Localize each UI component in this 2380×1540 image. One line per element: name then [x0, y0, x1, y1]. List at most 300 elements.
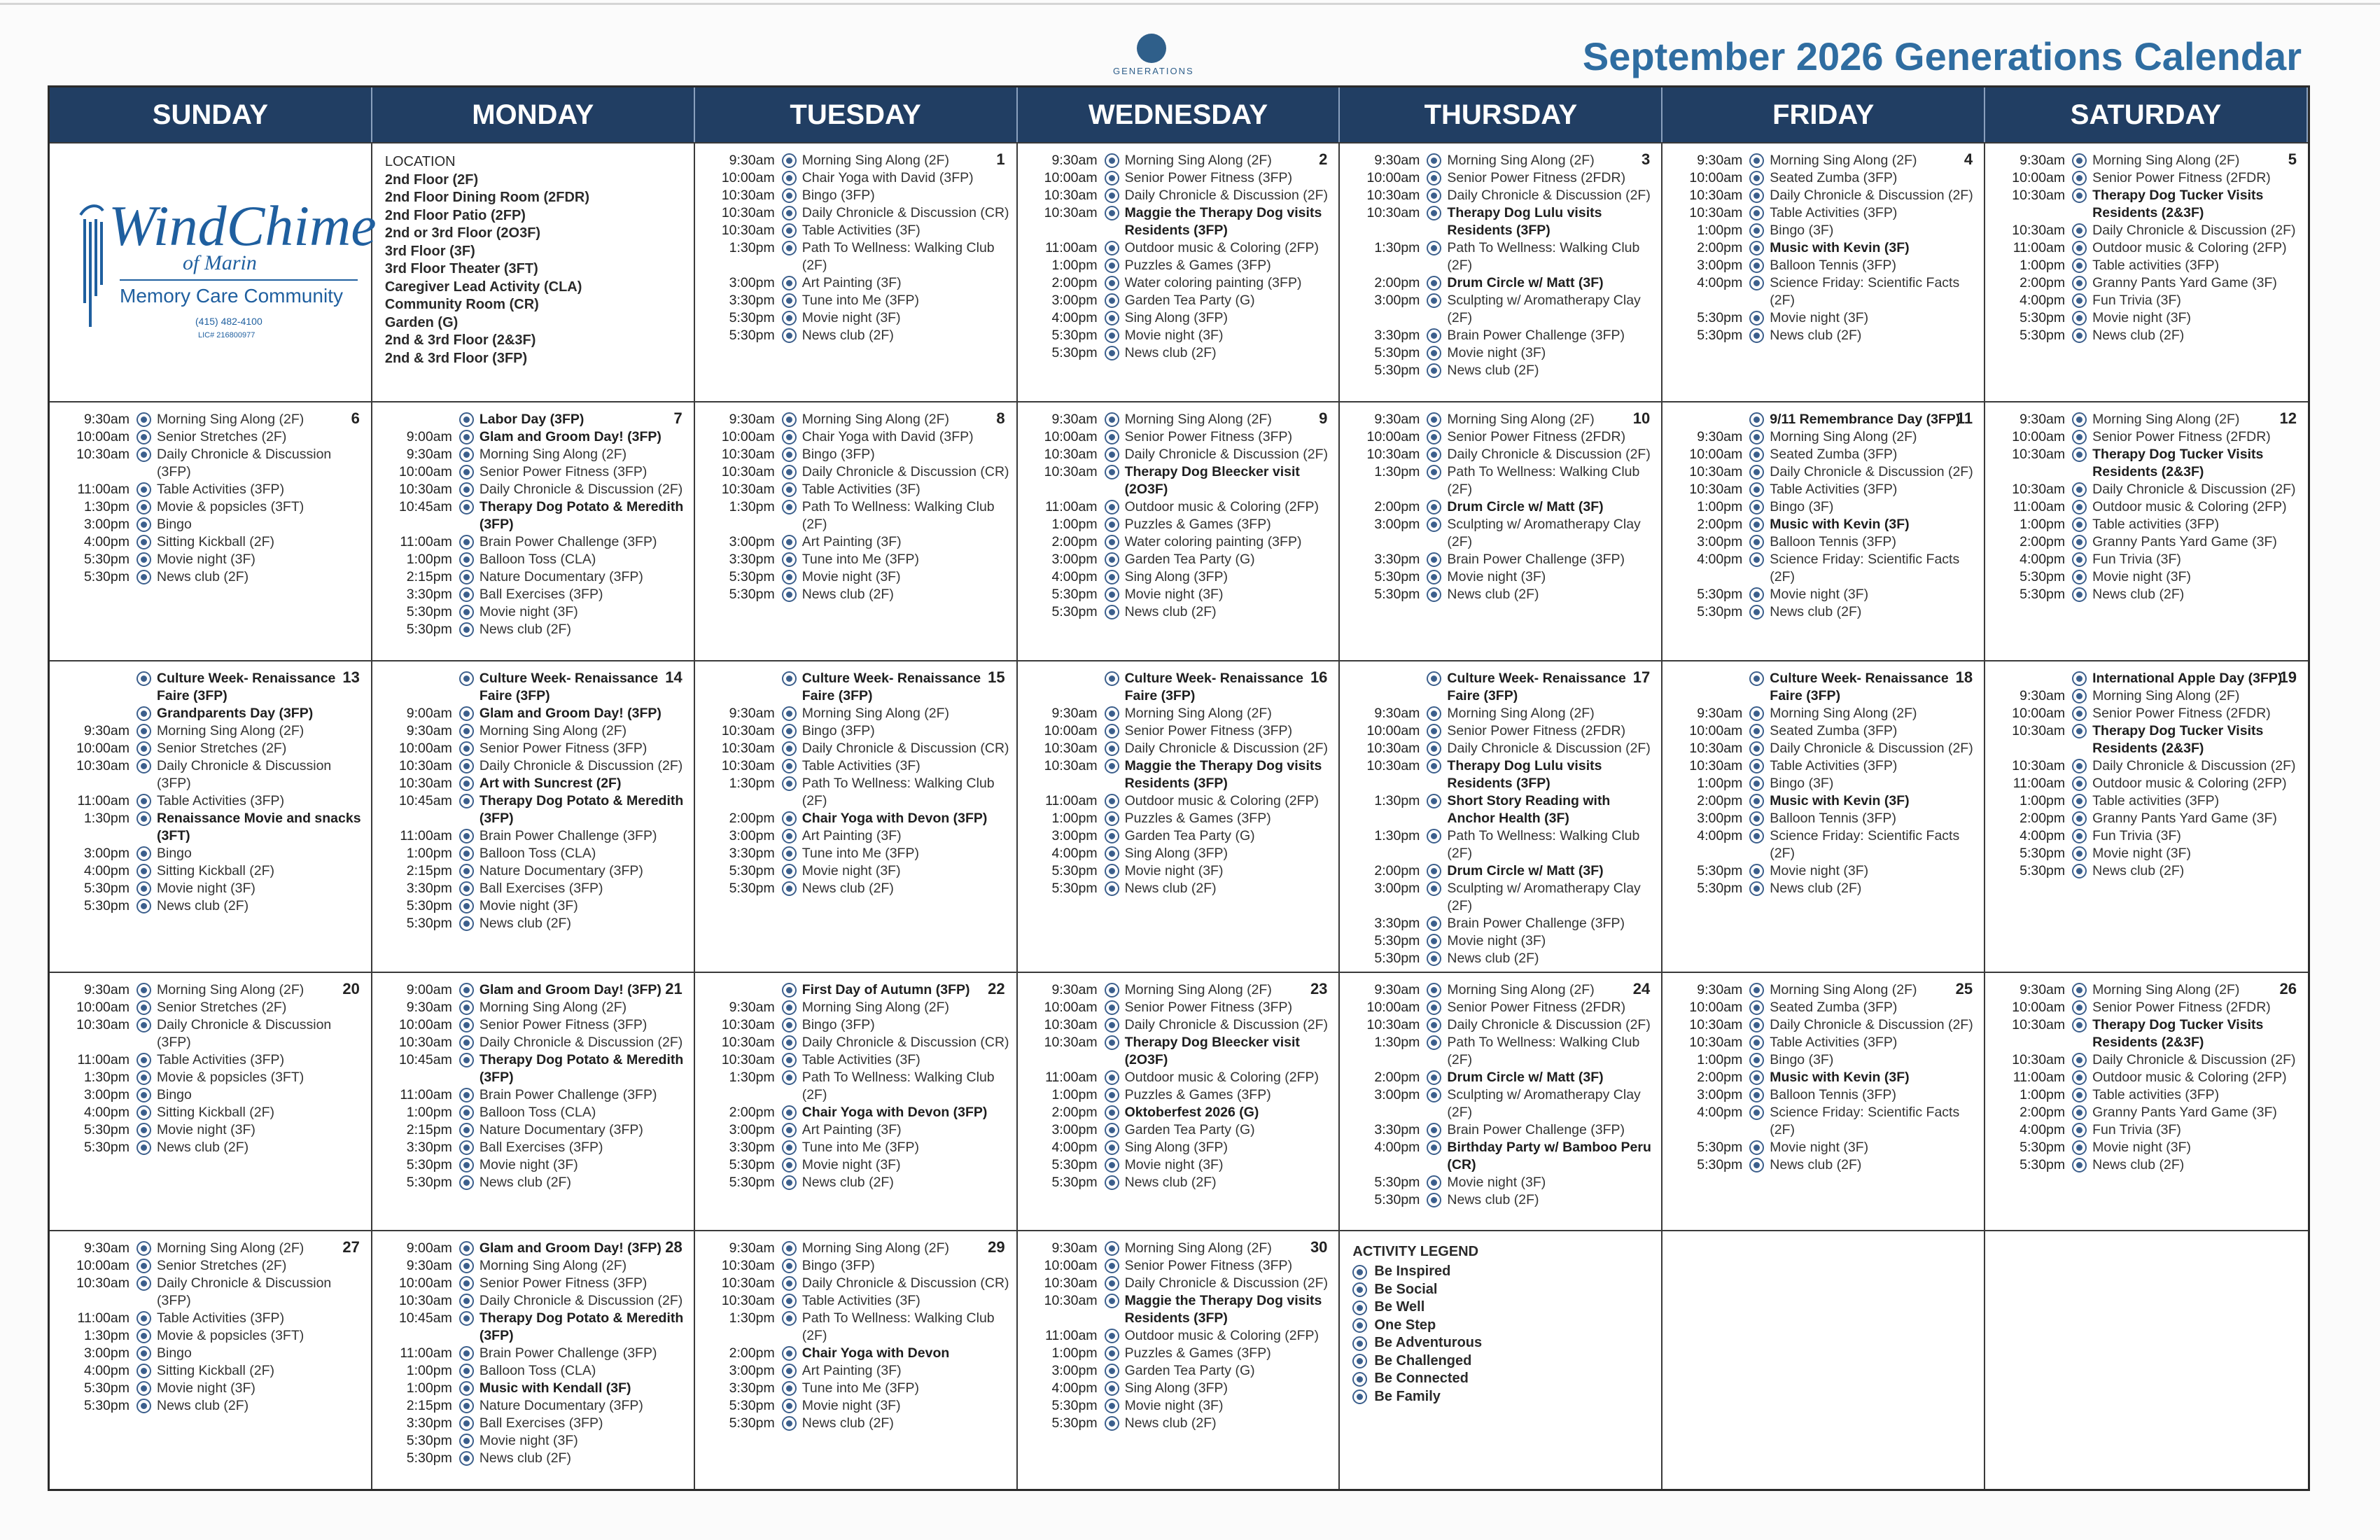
event-name: Table Activities (3FP)	[157, 792, 285, 808]
event-row	[57, 1345, 364, 1362]
event-row	[702, 862, 1009, 880]
cell-location	[372, 142, 695, 401]
activity-category-icon	[2072, 846, 2087, 861]
event-time: 11:00am	[77, 792, 130, 808]
event-name: Senior Stretches (2F)	[157, 740, 287, 756]
day-number: 25	[1955, 979, 1973, 997]
event-row	[379, 1257, 687, 1275]
activity-category-icon	[1105, 552, 1119, 567]
event-time: 2:00pm	[1051, 533, 1098, 550]
activity-category-icon	[2072, 1018, 2087, 1032]
event-name: Culture Week- Renaissance Faire (3FP)	[1770, 670, 1949, 704]
event-time: 10:45am	[398, 1051, 452, 1068]
event-row	[1670, 204, 1977, 222]
event-time: 10:00am	[76, 428, 130, 444]
activity-category-icon	[459, 671, 474, 686]
event-time: 3:00pm	[729, 1121, 775, 1138]
activity-category-icon	[459, 899, 474, 913]
activity-category-icon	[136, 983, 151, 997]
event-time: 5:30pm	[1374, 1191, 1420, 1208]
event-name: Garden Tea Party (G)	[1124, 551, 1255, 567]
event-name: News club (2F)	[1770, 603, 1862, 620]
day-number: 11	[1956, 409, 1973, 427]
event-time: 11:00am	[1045, 498, 1098, 514]
event-time: 1:30pm	[1374, 827, 1420, 844]
generations-logo-icon	[1137, 34, 1166, 63]
event-time: 1:00pm	[406, 1380, 452, 1396]
activity-category-icon	[1105, 1276, 1119, 1291]
activity-category-icon	[136, 1311, 151, 1326]
event-name: Daily Chronicle & Discussion (2F)	[1124, 188, 1328, 203]
activity-category-icon	[1105, 517, 1119, 532]
event-row	[1347, 915, 1654, 932]
day-cell-28	[372, 1230, 695, 1489]
activity-category-icon	[1427, 346, 1441, 360]
event-row	[379, 792, 687, 827]
activity-category-icon	[459, 916, 474, 931]
event-time: 1:00pm	[406, 845, 452, 861]
legend-category-icon	[1352, 1390, 1367, 1404]
event-time: 9:00am	[406, 428, 452, 444]
event-time: 3:00pm	[729, 1363, 775, 1379]
activity-category-icon	[459, 482, 474, 497]
activity-category-icon	[136, 881, 151, 896]
activity-category-icon	[2072, 1123, 2087, 1138]
page-title: September 2026 Generations Calendar	[1582, 34, 2302, 78]
activity-category-icon	[2072, 500, 2087, 514]
event-row	[1670, 722, 1977, 740]
event-name: Therapy Dog Lulu visits Residents (3FP)	[1447, 757, 1602, 791]
activity-category-icon	[136, 671, 151, 686]
location-item: 2nd Floor Dining Room (2FDR)	[384, 190, 590, 205]
activity-category-icon	[459, 1364, 474, 1378]
activity-category-icon	[782, 1105, 797, 1120]
activity-category-icon	[1427, 1035, 1441, 1050]
event-name: Sing Along (3FP)	[1124, 1139, 1228, 1155]
event-time: 5:30pm	[1374, 950, 1420, 966]
event-row	[1025, 239, 1332, 257]
activity-category-icon	[136, 1123, 151, 1138]
legend-category-icon	[1352, 1336, 1367, 1351]
activity-category-icon	[1749, 258, 1764, 273]
activity-category-icon	[2072, 1070, 2087, 1085]
event-time: 10:00am	[2012, 170, 2066, 186]
event-name: Path To Wellness: Walking Club (2F)	[1447, 240, 1640, 273]
activity-category-icon	[1105, 1399, 1119, 1413]
activity-category-icon	[782, 1175, 797, 1190]
event-row	[1025, 257, 1332, 274]
event-row	[1992, 498, 2301, 516]
activity-category-icon	[1427, 293, 1441, 308]
activity-category-icon	[136, 570, 151, 584]
day-header-wednesday: WEDNESDAY	[1018, 88, 1340, 142]
event-row	[1347, 1191, 1654, 1209]
event-time: 3:30pm	[1374, 551, 1420, 567]
day-cell-24	[1340, 972, 1662, 1231]
event-time: 1:30pm	[1374, 463, 1420, 479]
event-row	[1025, 1034, 1332, 1069]
event-name: Art Painting (3F)	[802, 1363, 902, 1379]
event-row	[379, 1240, 687, 1257]
day-number: 23	[1310, 979, 1328, 997]
event-time: 10:30am	[721, 188, 775, 203]
event-time: 9:30am	[406, 446, 452, 462]
event-row	[702, 1415, 1009, 1432]
event-name: Table activities (3FP)	[2092, 1086, 2220, 1102]
event-name: Outdoor music & Coloring (2FP)	[2092, 1069, 2287, 1085]
event-name: Renaissance Movie and snacks (3FT)	[157, 810, 361, 844]
event-name: News club (2F)	[479, 915, 571, 931]
event-name: Music with Kendall (3F)	[479, 1380, 631, 1396]
event-row	[1025, 551, 1332, 568]
event-name: Movie night (3F)	[1770, 310, 1869, 326]
legend-item	[1352, 1281, 1654, 1299]
day-number: 22	[988, 979, 1005, 997]
event-time: 5:30pm	[1051, 328, 1098, 343]
event-time: 3:00pm	[1051, 293, 1098, 308]
event-row	[57, 845, 364, 862]
event-name: Balloon Tennis (3FP)	[1770, 1086, 1896, 1102]
event-time: 5:30pm	[1051, 345, 1098, 360]
event-time: 10:00am	[2012, 428, 2066, 444]
activity-category-icon	[782, 171, 797, 186]
event-time: 11:00am	[1045, 792, 1098, 808]
event-name: Fun Trivia (3F)	[2092, 293, 2181, 308]
activity-category-icon	[1427, 829, 1441, 844]
event-time: 5:30pm	[2019, 1156, 2066, 1172]
activity-category-icon	[1105, 1346, 1119, 1361]
activity-category-icon	[1427, 794, 1441, 808]
event-name: Daily Chronicle & Discussion (2F)	[2092, 223, 2296, 238]
activity-category-icon	[459, 465, 474, 479]
event-name: Morning Sing Along (2F)	[479, 722, 627, 738]
activity-category-icon	[1105, 1123, 1119, 1138]
event-name: Art Painting (3F)	[802, 275, 902, 290]
event-name: 9/11 Remembrance Day (3FP)	[1770, 411, 1961, 427]
event-name: Seated Zumba (3FP)	[1770, 722, 1898, 738]
activity-category-icon	[782, 1276, 797, 1291]
event-row	[702, 463, 1009, 481]
event-name: Daily Chronicle & Discussion (3FP)	[157, 757, 332, 791]
event-time: 10:30am	[76, 446, 130, 462]
event-name: Senior Stretches (2F)	[157, 999, 287, 1015]
event-time: 11:00am	[2012, 775, 2066, 791]
activity-category-icon	[1105, 241, 1119, 255]
activity-category-icon	[782, 1311, 797, 1326]
event-time: 5:30pm	[729, 862, 775, 878]
event-name: Movie night (3F)	[1770, 586, 1869, 602]
activity-category-icon	[459, 1434, 474, 1448]
activity-category-icon	[459, 1346, 474, 1361]
activity-category-icon	[1105, 500, 1119, 514]
activity-category-icon	[782, 1381, 797, 1396]
event-time: 5:30pm	[1697, 310, 1743, 326]
activity-category-icon	[459, 864, 474, 878]
event-time: 2:00pm	[2019, 275, 2066, 290]
day-cell-30	[1018, 1230, 1340, 1489]
event-name: Granny Pants Yard Game (3F)	[2092, 275, 2277, 290]
activity-category-icon	[1105, 171, 1119, 186]
event-name: Grandparents Day (3FP)	[157, 705, 314, 721]
event-row	[1670, 498, 1977, 516]
event-time: 5:30pm	[83, 1121, 130, 1138]
activity-category-icon	[1749, 829, 1764, 844]
day-cell-2	[1018, 142, 1340, 401]
activity-category-icon	[1427, 1140, 1441, 1155]
event-row	[379, 1139, 687, 1156]
activity-category-icon	[782, 1000, 797, 1015]
event-name: Chair Yoga with David (3FP)	[802, 170, 974, 186]
day-cell-16	[1018, 660, 1340, 972]
event-row	[1025, 705, 1332, 722]
activity-category-icon	[459, 535, 474, 550]
event-name: Senior Power Fitness (3FP)	[1124, 1258, 1293, 1274]
activity-category-icon	[782, 846, 797, 861]
event-time: 1:00pm	[1051, 1345, 1098, 1362]
event-time: 3:00pm	[1051, 1121, 1098, 1138]
event-row	[1992, 586, 2301, 603]
event-row	[702, 1156, 1009, 1174]
event-time: 2:15pm	[406, 1398, 452, 1414]
event-time: 10:30am	[1044, 740, 1098, 756]
event-time: 10:00am	[398, 740, 452, 756]
event-name: News club (2F)	[802, 586, 894, 602]
event-row	[702, 274, 1009, 292]
event-name: Nature Documentary (3FP)	[479, 1121, 643, 1138]
event-row	[702, 845, 1009, 862]
event-name: Daily Chronicle & Discussion (CR)	[802, 463, 1009, 479]
event-row	[1025, 1275, 1332, 1292]
community-type: Memory Care Community	[120, 285, 343, 307]
day-number: 6	[351, 409, 360, 427]
event-time: 10:00am	[1044, 170, 1098, 186]
activity-category-icon	[782, 241, 797, 255]
activity-category-icon	[782, 983, 797, 997]
event-name: Labor Day (3FP)	[479, 411, 584, 427]
event-row	[1347, 981, 1654, 999]
event-name: Movie night (3F)	[802, 862, 901, 878]
activity-category-icon	[136, 500, 151, 514]
event-time: 10:00am	[76, 999, 130, 1015]
event-time: 5:30pm	[83, 1139, 130, 1155]
event-time: 5:30pm	[2019, 862, 2066, 878]
activity-category-icon	[1105, 1018, 1119, 1032]
event-time: 1:00pm	[1051, 810, 1098, 826]
event-time: 2:00pm	[1697, 240, 1743, 255]
event-name: News club (2F)	[1124, 880, 1217, 896]
event-row	[1670, 999, 1977, 1016]
event-time: 5:30pm	[1697, 328, 1743, 343]
event-row	[1670, 516, 1977, 533]
day-number: 15	[988, 668, 1005, 686]
event-time: 10:30am	[721, 1034, 775, 1050]
event-name: Balloon Tennis (3FP)	[1770, 533, 1896, 550]
activity-category-icon	[782, 776, 797, 791]
event-time: 10:30am	[721, 1051, 775, 1068]
event-row	[379, 603, 687, 621]
event-row	[1025, 498, 1332, 516]
event-time: 4:00pm	[2019, 1121, 2066, 1138]
activity-category-icon	[1105, 206, 1119, 220]
event-name: Table Activities (3FP)	[157, 1310, 285, 1326]
chime-icon	[78, 201, 106, 331]
activity-category-icon	[2072, 482, 2087, 497]
event-name: Movie & popsicles (3FT)	[157, 1069, 304, 1085]
event-name: Morning Sing Along (2F)	[479, 1258, 627, 1274]
event-name: Therapy Dog Potato & Meredith (3FP)	[479, 792, 684, 826]
event-row	[1670, 1086, 1977, 1104]
event-time: 4:00pm	[1051, 568, 1098, 584]
activity-category-icon	[782, 447, 797, 462]
event-name: Movie night (3F)	[157, 1380, 255, 1396]
event-time: 5:30pm	[1374, 1174, 1420, 1190]
event-row	[1992, 257, 2301, 274]
activity-category-icon	[2072, 689, 2087, 704]
activity-category-icon	[1105, 983, 1119, 997]
event-row	[379, 1450, 687, 1467]
event-name: Senior Power Fitness (3FP)	[1124, 428, 1293, 444]
event-row	[57, 705, 364, 722]
activity-category-icon	[459, 794, 474, 808]
event-row	[1992, 687, 2301, 705]
event-row	[1025, 810, 1332, 827]
activity-category-icon	[1749, 1140, 1764, 1155]
activity-category-icon	[1105, 346, 1119, 360]
event-time: 5:30pm	[406, 621, 452, 637]
event-time: 9:30am	[1697, 428, 1743, 444]
activity-category-icon	[1427, 1070, 1441, 1085]
activity-category-icon	[2072, 447, 2087, 462]
event-row	[1025, 274, 1332, 292]
event-row	[379, 915, 687, 932]
activity-category-icon	[1749, 1018, 1764, 1032]
event-time: 5:30pm	[83, 568, 130, 584]
event-time: 5:30pm	[1051, 586, 1098, 602]
activity-category-icon	[1427, 916, 1441, 931]
event-time: 3:00pm	[1051, 827, 1098, 844]
event-time: 4:00pm	[2019, 551, 2066, 567]
event-row	[1670, 309, 1977, 327]
event-row	[1992, 152, 2301, 169]
event-time: 5:30pm	[1051, 862, 1098, 878]
event-row	[702, 1380, 1009, 1397]
event-name: News club (2F)	[1770, 1156, 1862, 1172]
activity-category-icon	[459, 1000, 474, 1015]
activity-category-icon	[782, 1259, 797, 1273]
activity-category-icon	[1749, 1035, 1764, 1050]
activity-category-icon	[782, 482, 797, 497]
event-time: 10:30am	[76, 1016, 130, 1032]
activity-category-icon	[1427, 465, 1441, 479]
event-time: 9:30am	[729, 999, 775, 1015]
event-name: Movie night (3F)	[1124, 1156, 1224, 1172]
legend-category-icon	[1352, 1354, 1367, 1368]
event-row	[1670, 274, 1977, 309]
event-name: Balloon Tennis (3FP)	[1770, 810, 1896, 826]
event-name: News club (2F)	[479, 1450, 571, 1466]
activity-category-icon	[2072, 223, 2087, 238]
activity-category-icon	[782, 1123, 797, 1138]
event-row	[1347, 169, 1654, 187]
event-time: 11:00am	[2012, 498, 2066, 514]
event-name: Sculpting w/ Aromatherapy Clay (2F)	[1447, 880, 1641, 913]
event-row	[1025, 327, 1332, 344]
activity-category-icon	[459, 1399, 474, 1413]
event-name: Morning Sing Along (2F)	[1124, 411, 1272, 427]
legend-category-icon	[1352, 1301, 1367, 1315]
event-time: 10:00am	[398, 1016, 452, 1032]
event-time: 10:30am	[721, 481, 775, 497]
event-time: 9:30am	[729, 1240, 775, 1256]
event-row	[1025, 344, 1332, 362]
event-row	[1992, 292, 2301, 309]
activity-category-icon	[2072, 759, 2087, 774]
activity-category-icon	[782, 293, 797, 308]
event-name: Puzzles & Games (3FP)	[1124, 810, 1271, 826]
activity-category-icon	[459, 587, 474, 602]
activity-category-icon	[459, 1018, 474, 1032]
activity-category-icon	[782, 706, 797, 721]
event-row	[57, 446, 364, 481]
event-name: Movie night (3F)	[1124, 586, 1224, 602]
community-of: of Marin	[183, 251, 257, 274]
activity-category-icon	[782, 1416, 797, 1431]
event-row	[702, 1016, 1009, 1034]
event-time: 1:00pm	[406, 551, 452, 567]
legend-item	[1352, 1263, 1654, 1281]
day-number: 5	[2288, 150, 2297, 168]
event-row	[57, 1240, 364, 1257]
event-name: Daily Chronicle & Discussion (2F)	[479, 1293, 683, 1309]
event-name: Senior Power Fitness (3FP)	[479, 463, 648, 479]
event-row	[1025, 428, 1332, 446]
event-row	[1347, 1016, 1654, 1034]
event-name: Path To Wellness: Walking Club (2F)	[802, 1069, 995, 1102]
activity-category-icon	[782, 1140, 797, 1155]
activity-category-icon	[1105, 881, 1119, 896]
day-cell-11	[1662, 401, 1985, 660]
activity-category-icon	[136, 794, 151, 808]
event-name: Senior Power Fitness (3FP)	[479, 1275, 648, 1292]
event-time: 10:00am	[76, 740, 130, 756]
event-name: Senior Power Fitness (3FP)	[1124, 999, 1293, 1015]
event-name: Garden Tea Party (G)	[1124, 827, 1255, 844]
activity-category-icon	[136, 1259, 151, 1273]
day-cell-26	[1985, 972, 2308, 1231]
event-time: 1:30pm	[1374, 240, 1420, 255]
activity-category-icon	[459, 447, 474, 462]
activity-category-icon	[136, 1276, 151, 1291]
event-time: 10:00am	[1689, 999, 1743, 1015]
event-row	[1025, 1257, 1332, 1275]
event-row	[379, 586, 687, 603]
event-name: Morning Sing Along (2F)	[1124, 153, 1272, 168]
event-row	[702, 1397, 1009, 1415]
activity-category-icon	[1105, 1364, 1119, 1378]
event-time: 5:30pm	[1697, 1139, 1743, 1155]
event-name: Path To Wellness: Walking Club (2F)	[1447, 463, 1640, 497]
event-row	[702, 533, 1009, 551]
event-time: 9:30am	[729, 153, 775, 168]
event-time: 1:30pm	[1374, 792, 1420, 808]
event-time: 9:30am	[1051, 981, 1098, 997]
event-row	[379, 568, 687, 586]
event-row	[1670, 239, 1977, 257]
activity-category-icon	[459, 412, 474, 427]
activity-category-icon	[1105, 811, 1119, 826]
activity-category-icon	[1427, 934, 1441, 948]
event-name: Chair Yoga with David (3FP)	[802, 428, 974, 444]
